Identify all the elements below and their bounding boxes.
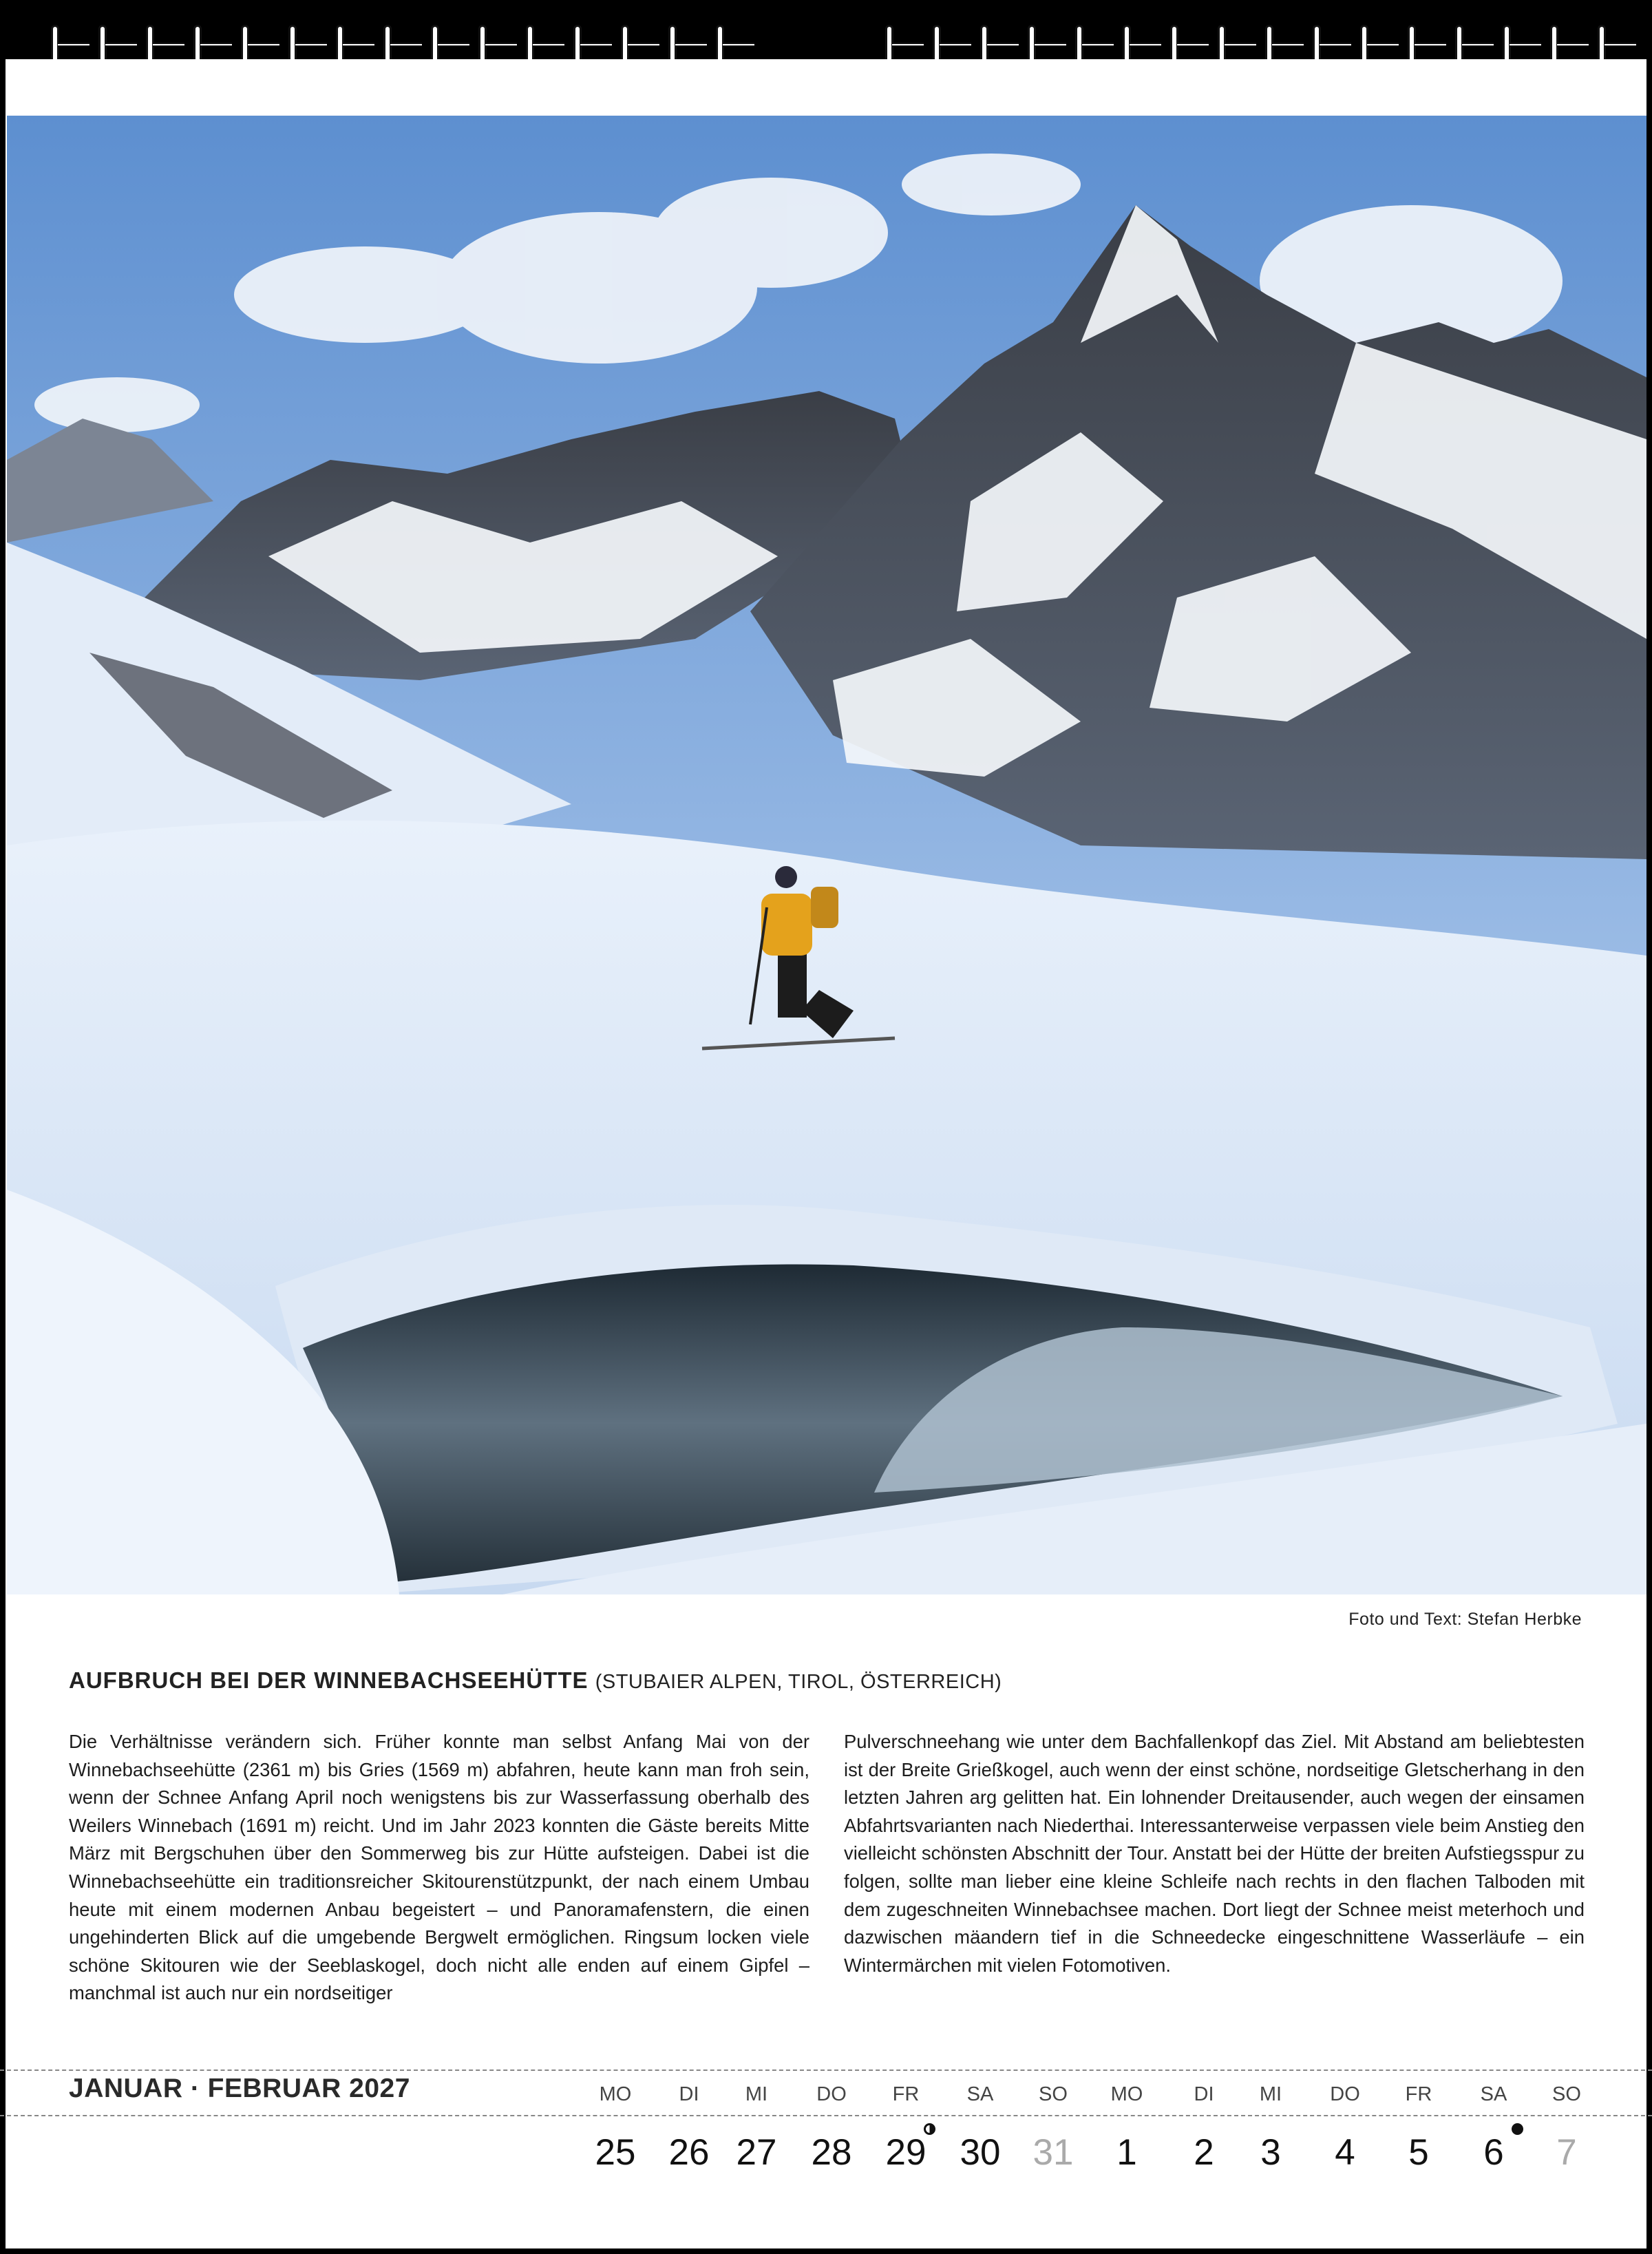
binding-wire (1177, 43, 1209, 47)
binding-wire (153, 43, 184, 47)
binding-wire (1082, 43, 1114, 47)
calendar-day: 2 (1194, 2132, 1214, 2173)
weekday-label: MI (1259, 2083, 1282, 2105)
binding-wire (892, 43, 924, 47)
calendar-day: 7 (1556, 2132, 1577, 2173)
binding-wire (723, 43, 754, 47)
weekday-label: FR (892, 2083, 920, 2105)
binding-wire (580, 43, 612, 47)
weekday-label: DI (679, 2083, 699, 2105)
binding-wire (485, 43, 517, 47)
weekday-label: SO (1039, 2083, 1068, 2105)
binding-wire (1130, 43, 1161, 47)
weekday-label: MI (745, 2083, 768, 2105)
photo-credit: Foto und Text: Stefan Herbke (1348, 1610, 1582, 1629)
calendar-day: 27 (736, 2132, 777, 2173)
calendar-day: 31 (1032, 2132, 1074, 2173)
binding-wire (248, 43, 279, 47)
binding-wire (343, 43, 374, 47)
binding-wire (1225, 43, 1256, 47)
binding-wire (987, 43, 1019, 47)
binding-wire (1415, 43, 1446, 47)
binding-wire (1320, 43, 1351, 47)
calendar-day: 3 (1260, 2132, 1281, 2173)
binding-wire (1035, 43, 1066, 47)
binding-wire (1605, 43, 1636, 47)
binding-wire (1272, 43, 1304, 47)
binding-wire (1510, 43, 1541, 47)
article-title: AUFBRUCH BEI DER WINNEBACHSEEHÜTTE (69, 1667, 589, 1693)
binding-wire (533, 43, 564, 47)
moon-phase-icon (924, 2123, 935, 2135)
weekday-label: DO (1330, 2083, 1360, 2105)
binding-wire (628, 43, 659, 47)
article-heading (69, 1667, 1002, 1694)
calendar-day: 5 (1408, 2132, 1429, 2173)
binding-wire (1367, 43, 1399, 47)
weekday-label: FR (1405, 2083, 1432, 2105)
calendar-day: 25 (595, 2132, 636, 2173)
binding-wire (58, 43, 89, 47)
article-text-column-left: Die Verhältnisse verändern sich. Früher konnte man selbst Anfang Mai von der Winnebachseehütte (2361 m) bis Gries (1569 m) abfahren, heute kann man froh sein, wenn der Schnee Anfang April noch wenigstens bis zur Wasserfassung oberhalb des Weilers Winnebach (1691 m) reicht. Und im Jahr 2023 konnten die Gäste bereits Mitte März mit Bergschuhen über den Sommerweg bis zur Hütte aufsteigen. Dabei ist die Winnebachseehütte ein traditionsreicher Skitourenstützpunkt, der nach einem Umbau heute mit einem modernen Anbau begeistert – und Panoramafenstern, die einen ungehinderten Blick auf die umgebende Bergwelt ermöglichen. Ringsum locken viele schöne Skitouren wie der Seeblaskogel, doch nicht alle enden auf einem Gipfel – manchmal ist auch nur ein nordseitiger (69, 1731, 809, 2004)
binding-wire (940, 43, 971, 47)
binding-wire (295, 43, 327, 47)
calendar-day: 28 (811, 2132, 852, 2173)
weekday-label: DO (816, 2083, 847, 2105)
binding-wire (438, 43, 469, 47)
weekday-label: SA (966, 2083, 994, 2105)
calendar-day: 4 (1335, 2132, 1355, 2173)
ski-tour-photo-illustration (7, 116, 1646, 1594)
weekday-label: MO (1110, 2083, 1143, 2105)
calendar-day: 26 (668, 2132, 710, 2173)
weekday-label: SO (1552, 2083, 1581, 2105)
binding-wire (1557, 43, 1589, 47)
binding-wire (105, 43, 137, 47)
calendar-day: 29 (885, 2132, 926, 2173)
calendar-divider-top (0, 2069, 1652, 2071)
landscape-photo (7, 116, 1646, 1594)
weekday-label: DI (1194, 2083, 1214, 2105)
article-text-column-right: Pulverschneehang wie unter dem Bachfallenkopf das Ziel. Mit Abstand am beliebtesten ist der Breite Grießkogel, auch wenn der einst schöne, nordseitige Gletscherhang in den letzten Jahren arg gelitten hat. Ein lohnender Dreitausender, auch wegen der einsamen Abfahrtsvarianten nach Niederthai. Interessanterweise verpassen viele beim Anstieg den vielleicht schönsten Abschnitt der Tour. Anstatt bei der Hütte der breiten Aufstiegsspur zu folgen, sollte man lieber eine kleine Schleife nach rechts in den flachen Talboden mit dem zugeschneiten Winnebachsee machen. Dort liegt der Schnee meist meterhoch und dazwischen mäandern tief in die Schneedecke eingeschnittene Wasserläufe – ein Wintermärchen mit vielen Fotomotiven. (844, 1731, 1585, 1976)
calendar-day: 6 (1483, 2132, 1504, 2173)
binding-wire (1462, 43, 1494, 47)
binding-wire (200, 43, 232, 47)
binding-wire (390, 43, 422, 47)
moon-phase-icon (1512, 2123, 1523, 2135)
calendar-day: 30 (960, 2132, 1001, 2173)
binding-wire (675, 43, 707, 47)
weekday-label: SA (1480, 2083, 1507, 2105)
calendar-day: 1 (1116, 2132, 1137, 2173)
weekday-label: MO (599, 2083, 632, 2105)
calendar-divider-middle (0, 2115, 1652, 2116)
calendar-month-label: JANUAR · FEBRUAR 2027 (69, 2074, 410, 2103)
article-location: (STUBAIER ALPEN, TIROL, ÖSTERREICH) (595, 1671, 1002, 1693)
